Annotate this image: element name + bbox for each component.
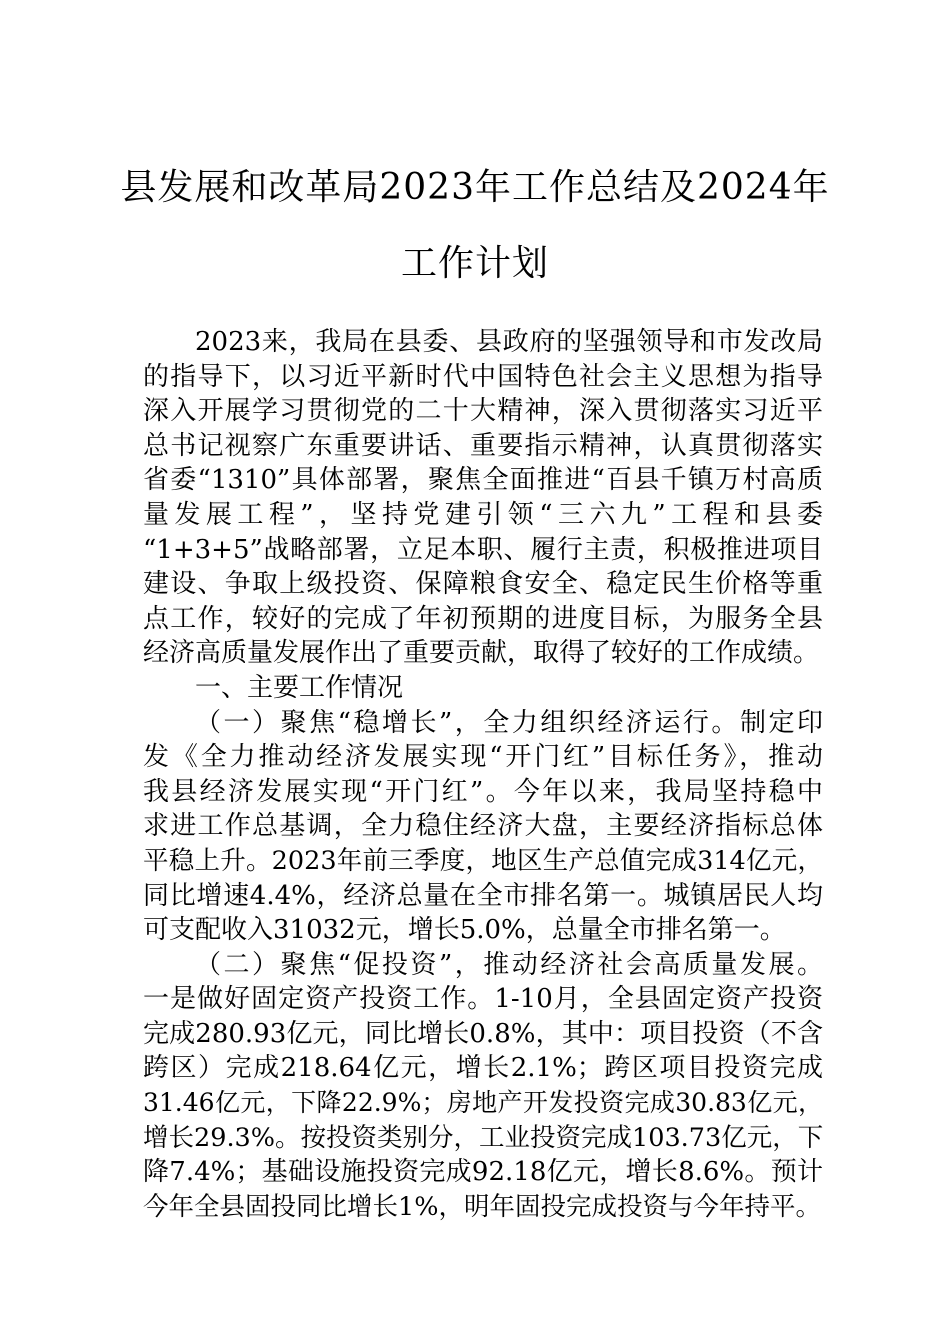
paragraph-line: 2023来，我局在县委、县政府的坚强领导和市发改局 (195, 327, 823, 357)
paragraph-line: 的指导下，以习近平新时代中国特色社会主义思想为指导 (143, 361, 823, 392)
paragraph-line: 总书记视察广东重要讲话、重要指示精神，认真贯彻落实 (143, 430, 823, 461)
section-heading: 一、主要工作情况 (195, 672, 404, 703)
paragraph-line: 求进工作总基调，全力稳住经济大盘，主要经济指标总体 (143, 811, 823, 842)
paragraph-line: 点工作，较好的完成了年初预期的进度目标，为服务全县 (143, 603, 823, 634)
paragraph-line: “1+3+5”战略部署，立足本职、履行主责，积极推进项目 (143, 534, 823, 565)
paragraph-line: （一）聚焦“稳增长”，全力组织经济运行。制定印 (195, 707, 823, 738)
paragraph-line: 跨区）完成218.64亿元，增长2.1%；跨区项目投资完成 (143, 1053, 823, 1084)
paragraph-line: （二）聚焦“促投资”，推动经济社会高质量发展。 (195, 949, 823, 980)
document-body (143, 325, 823, 1224)
paragraph-line: 同比增速4.4%，经济总量在全市排名第一。城镇居民人均 (143, 880, 823, 911)
paragraph-line: 经济高质量发展作出了重要贡献，取得了较好的工作成绩。 (143, 638, 820, 669)
title-line: 工作计划 (400, 243, 549, 284)
paragraph-line: 今年全县固投同比增长1%，明年固投完成投资与今年持平。 (143, 1191, 821, 1222)
paragraph-line: 省委“1310”具体部署，聚焦全面推进“百县千镇万村高质 (143, 465, 823, 496)
paragraph-line: 降7.4%；基础设施投资完成92.18亿元，增长8.6%。预计 (143, 1157, 823, 1188)
paragraph-line: 建设、争取上级投资、保障粮食安全、稳定民生价格等重 (143, 569, 823, 600)
paragraph-line: 平稳上升。2023年前三季度，地区生产总值完成314亿元， (143, 845, 823, 876)
paragraph-line: 完成280.93亿元，同比增长0.8%，其中：项目投资（不含 (143, 1018, 823, 1049)
paragraph-line: 我县经济发展实现“开门红”。今年以来，我局坚持稳中 (143, 776, 823, 807)
paragraph-line: 增长29.3%。按投资类别分，工业投资完成103.73亿元，下 (143, 1122, 824, 1153)
paragraph-line: 深入开展学习贯彻党的二十大精神，深入贯彻落实习近平 (143, 396, 823, 427)
paragraph-line: 发《全力推动经济发展实现“开门红”目标任务》，推动 (143, 742, 823, 773)
paragraph-line: 可支配收入31032元，增长5.0%，总量全市排名第一。 (143, 915, 786, 946)
paragraph-line: 一是做好固定资产投资工作。1-10月，全县固定资产投资 (143, 984, 823, 1015)
paragraph-line: 31.46亿元，下降22.9%；房地产开发投资完成30.83亿元， (143, 1088, 823, 1118)
title-line: 县发展和改革局2023年工作总结及2024年 (120, 167, 830, 208)
document-title (120, 150, 830, 302)
paragraph-line: 量发展工程”，坚持党建引领“三六九”工程和县委 (143, 499, 823, 530)
